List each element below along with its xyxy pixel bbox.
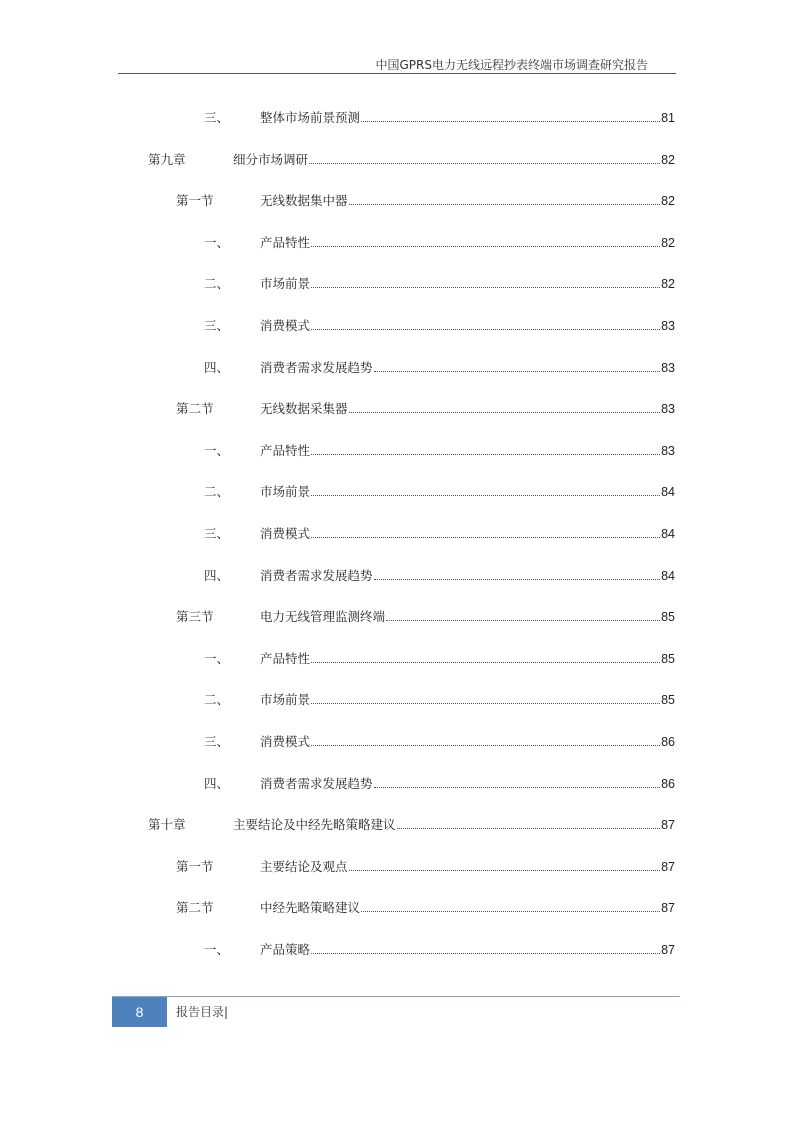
toc-dot-leader (374, 358, 661, 372)
toc-entry-body (260, 316, 675, 336)
toc-entry-number: 二、 (204, 276, 230, 292)
toc-entry-number: 一、 (204, 650, 230, 666)
toc-entry-number: 三、 (204, 110, 230, 125)
toc-entry[interactable] (0, 274, 794, 294)
toc-entry-number: 第一节 (176, 193, 214, 209)
toc-entry-title: 市场前景 (260, 484, 311, 500)
toc-entry-page: 84 (661, 568, 675, 583)
toc-entry[interactable] (0, 857, 794, 877)
toc-entry-page: 85 (661, 651, 675, 666)
toc-entry-number: 四、 (204, 567, 230, 583)
toc-entry-number: 三、 (204, 318, 230, 333)
toc-entry[interactable] (0, 316, 794, 336)
toc-entry[interactable] (0, 690, 794, 710)
toc-entry-number: 第二节 (176, 900, 214, 916)
toc-entry-page: 82 (661, 235, 675, 250)
toc-entry[interactable] (0, 607, 794, 627)
toc-entry-page: 85 (661, 693, 675, 708)
toc-entry[interactable] (0, 524, 794, 544)
toc-entry-page: 87 (661, 818, 675, 833)
toc-entry-number: 三、 (204, 734, 230, 749)
toc-entry-body (260, 898, 675, 918)
toc-entry[interactable] (0, 150, 794, 170)
toc-dot-leader (309, 150, 660, 164)
toc-dot-leader (311, 482, 660, 496)
toc-dot-leader (361, 898, 660, 912)
toc-entry-body (260, 108, 675, 128)
toc-dot-leader (374, 774, 661, 788)
toc-entry-title: 市场前景 (260, 692, 311, 708)
toc-entry-body (260, 774, 675, 794)
toc-entry-page: 81 (661, 111, 675, 125)
toc-entry[interactable] (0, 482, 794, 502)
toc-entry-title: 市场前景 (260, 276, 311, 292)
toc-entry-title: 中经先略策略建议 (260, 900, 361, 916)
toc-entry-body (233, 815, 675, 835)
toc-entry[interactable] (0, 399, 794, 419)
toc-dot-leader (349, 191, 661, 205)
toc-dot-leader (386, 607, 660, 621)
toc-dot-leader (311, 940, 660, 954)
toc-dot-leader (361, 108, 660, 122)
toc-dot-leader (349, 857, 661, 871)
toc-entry-body (260, 233, 675, 253)
toc-entry[interactable] (0, 233, 794, 253)
toc-entry-number: 四、 (204, 775, 230, 791)
footer-divider (112, 996, 680, 997)
toc-entry-body (260, 732, 675, 752)
toc-entry-number: 二、 (204, 484, 230, 500)
toc-entry-body (260, 482, 675, 502)
toc-entry-page: 83 (661, 319, 675, 333)
toc-dot-leader (374, 566, 661, 580)
toc-entry-page: 83 (661, 443, 675, 458)
toc-entry-body (260, 358, 675, 378)
toc-entry-page: 83 (661, 402, 675, 417)
toc-entry-body (260, 441, 675, 461)
toc-entry-title: 消费者需求发展趋势 (260, 359, 373, 375)
toc-entry-page: 86 (661, 735, 675, 749)
toc-entry-page: 82 (661, 194, 675, 209)
toc-entry-title: 细分市场调研 (233, 151, 309, 167)
toc-dot-leader (311, 233, 660, 247)
toc-entry-title: 消费模式 (260, 526, 311, 541)
toc-entry-page: 84 (661, 485, 675, 500)
toc-entry-body (260, 191, 675, 211)
toc-dot-leader (349, 399, 661, 413)
toc-entry[interactable] (0, 441, 794, 461)
toc-entry-body (260, 607, 675, 627)
toc-entry[interactable] (0, 732, 794, 752)
toc-dot-leader (311, 732, 660, 746)
toc-entry-number: 一、 (204, 442, 230, 458)
toc-entry-number: 一、 (204, 234, 230, 250)
toc-entry-title: 电力无线管理监测终端 (260, 609, 386, 625)
toc-dot-leader (311, 649, 660, 663)
toc-entry-page: 82 (661, 277, 675, 292)
toc-entry-number: 四、 (204, 359, 230, 375)
toc-entry[interactable] (0, 815, 794, 835)
toc-entry[interactable] (0, 358, 794, 378)
toc-dot-leader (311, 274, 660, 288)
toc-entry-body (260, 857, 675, 877)
toc-entry[interactable] (0, 108, 794, 128)
toc-entry-body (233, 150, 675, 170)
toc-entry-title: 产品策略 (260, 942, 311, 957)
toc-entry-title: 主要结论及中经先略策略建议 (233, 817, 396, 833)
toc-entry-title: 消费者需求发展趋势 (260, 567, 373, 583)
toc-entry-body (260, 399, 675, 419)
toc-entry[interactable] (0, 774, 794, 794)
toc-entry-page: 86 (661, 776, 675, 791)
toc-entry[interactable] (0, 566, 794, 586)
toc-entry-number: 第三节 (176, 609, 214, 625)
toc-dot-leader (311, 524, 660, 538)
toc-entry[interactable] (0, 898, 794, 918)
toc-entry-number: 第十章 (148, 817, 186, 833)
toc-entry-page: 87 (661, 943, 675, 957)
page-number-badge: 8 (112, 997, 167, 1027)
toc-entry-body (260, 690, 675, 710)
toc-entry-title: 产品特性 (260, 234, 311, 250)
toc-entry-number: 三、 (204, 526, 230, 541)
toc-entry-number: 第九章 (148, 151, 186, 167)
toc-dot-leader (311, 690, 660, 704)
toc-entry-body (260, 649, 675, 669)
toc-entry-body (260, 566, 675, 586)
toc-entry-body (260, 274, 675, 294)
toc-entry-title: 产品特性 (260, 442, 311, 458)
toc-entry-body (260, 524, 675, 544)
toc-entry-title: 无线数据集中器 (260, 193, 348, 209)
toc-dot-leader (311, 316, 660, 330)
toc-entry-page: 87 (661, 901, 675, 916)
running-header: 中国GPRS电力无线远程抄表终端市场调查研究报告 (375, 58, 648, 72)
footer-label: 报告目录| (176, 1005, 229, 1019)
toc-entry-page: 85 (661, 610, 675, 625)
toc-entry-number: 第二节 (176, 401, 214, 417)
toc-entry-title: 消费者需求发展趋势 (260, 775, 373, 791)
toc-entry-number: 第一节 (176, 858, 214, 874)
toc-entry-body (260, 940, 675, 960)
toc-entry-page: 82 (661, 152, 675, 167)
toc-dot-leader (311, 441, 660, 455)
toc-entry-title: 产品特性 (260, 650, 311, 666)
toc-entry-page: 87 (661, 859, 675, 874)
toc-entry[interactable] (0, 649, 794, 669)
toc-entry-number: 一、 (204, 942, 230, 957)
toc-entry-title: 无线数据采集器 (260, 401, 348, 417)
toc-entry-title: 消费模式 (260, 734, 311, 749)
toc-entry-page: 84 (661, 527, 675, 541)
toc-entry-page: 83 (661, 360, 675, 375)
toc-entry-title: 消费模式 (260, 318, 311, 333)
toc-entry-title: 主要结论及观点 (260, 858, 348, 874)
toc-entry-number: 二、 (204, 692, 230, 708)
toc-entry-title: 整体市场前景预测 (260, 110, 361, 125)
toc-dot-leader (397, 815, 661, 829)
toc-entry[interactable] (0, 191, 794, 211)
toc-entry[interactable] (0, 940, 794, 960)
